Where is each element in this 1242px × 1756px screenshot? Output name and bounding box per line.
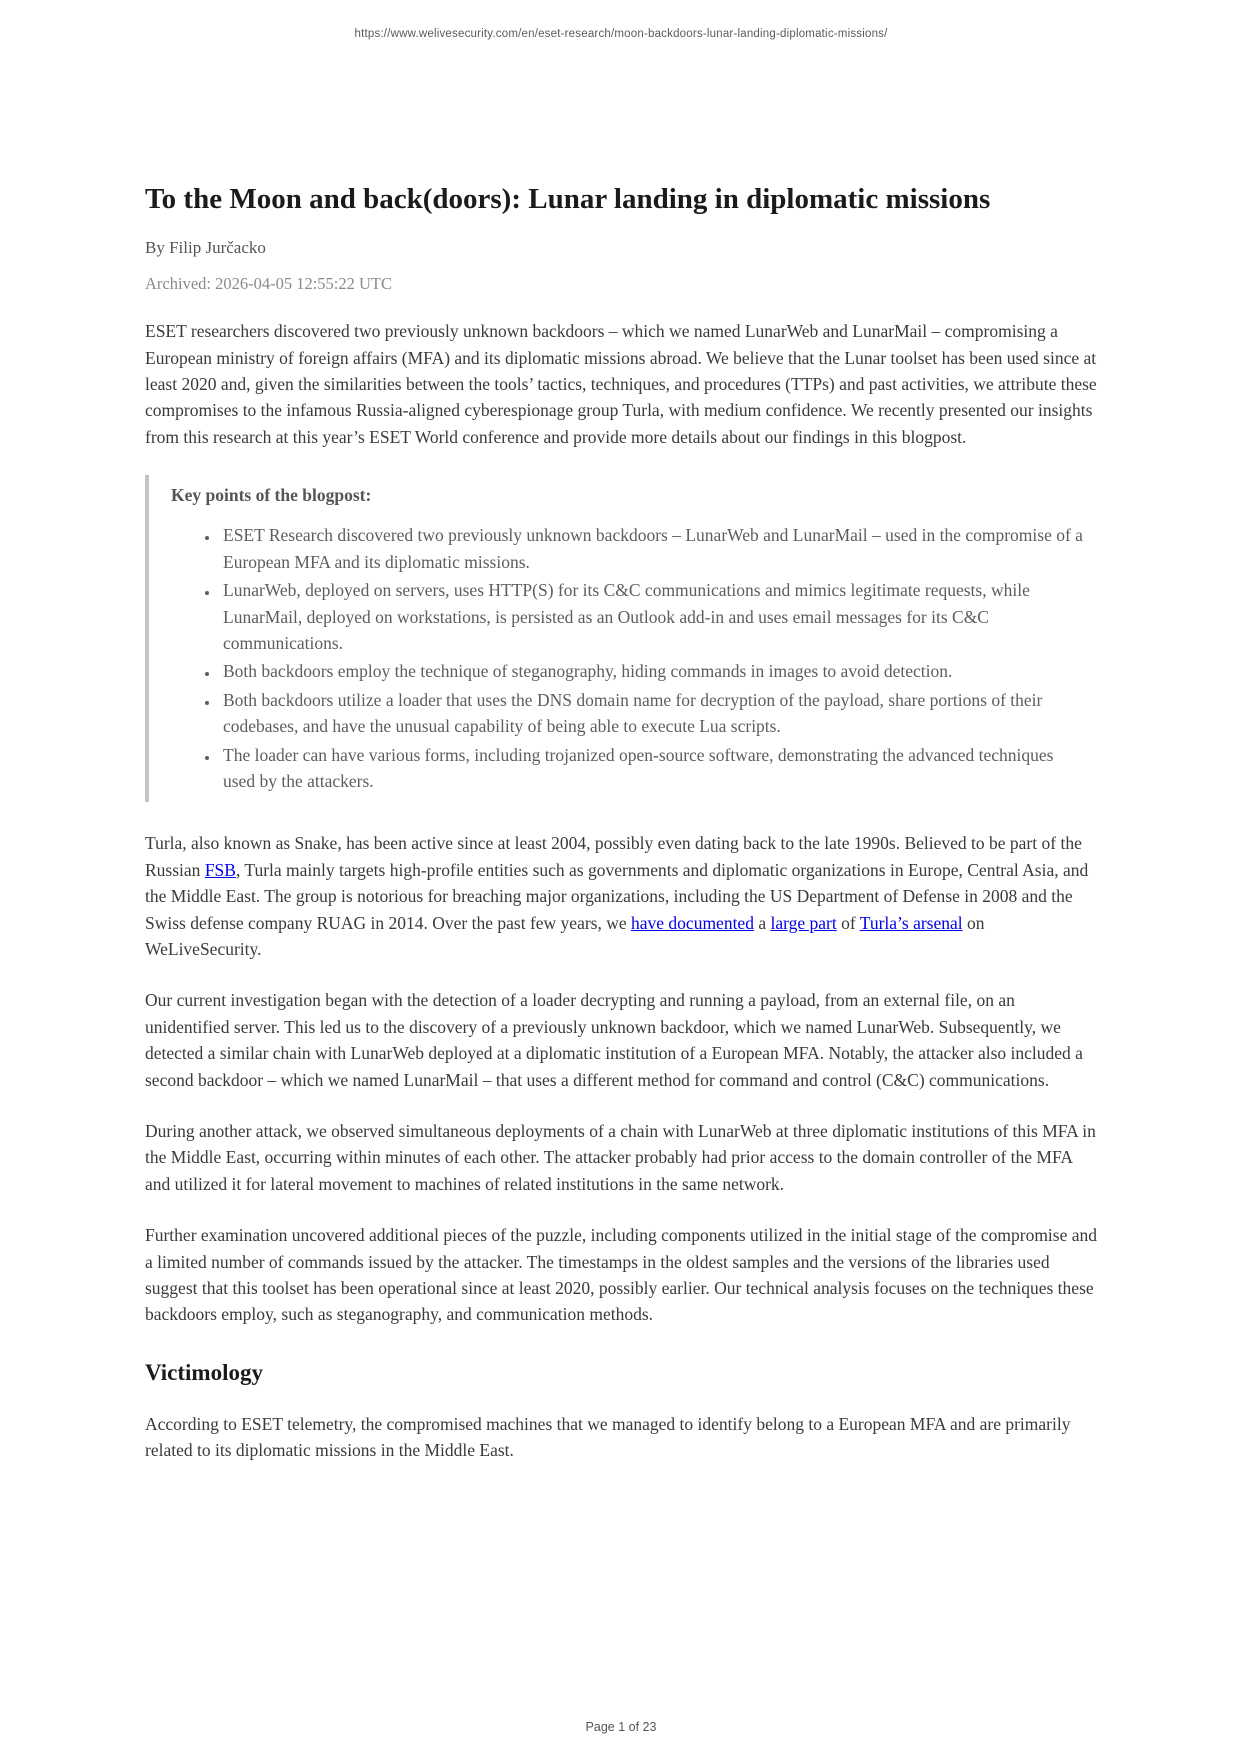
key-point-item: • ESET Research discovered two previously unknown backdoors – LunarWeb and LunarMail – used in the compromise of a European MFA and its diplomatic missions. xyxy=(219,522,1087,575)
key-points-blockquote xyxy=(145,475,1097,802)
key-points-heading: Key points of the blogpost: xyxy=(171,485,372,506)
print-header-url: https://www.welivesecurity.com/en/eset-research/moon-backdoors-lunar-landing-diplomatic-missions/ xyxy=(354,28,888,40)
archived-timestamp: Archived: 2026-04-05 12:55:22 UTC xyxy=(145,274,393,294)
page-title: To the Moon and back(doors): Lunar landing in diplomatic missions xyxy=(145,183,991,215)
link-have-documented[interactable]: have documented xyxy=(631,912,754,933)
paragraph-text: on WeLiveSecurity. xyxy=(145,912,985,959)
paragraph-text: of xyxy=(836,912,860,933)
turla-background-paragraph xyxy=(145,830,1097,962)
key-point-item: • LunarWeb, deployed on servers, uses HTTP(S) for its C&C communications and mimics legitimate requests, while LunarMail, deployed on workstations, is persisted as an Outlook add-in and uses email messages for its C&C communications. xyxy=(219,577,1087,656)
intro-paragraph: ESET researchers discovered two previously unknown backdoors – which we named LunarWeb and LunarMail – compromising a European ministry of foreign affairs (MFA) and its diplomatic missions abroad. We believe that the Lunar toolset has been used since at least 2020 and, given the similarities between the tools’ tactics, techniques, and procedures (TTPs) and past activities, we attribute these compromises to the infamous Russia-aligned cyberespionage group Turla, with medium confidence. We recently presented our insights from this research at this year’s ESET World conference and provide more details about our findings in this blogpost. xyxy=(145,321,1097,447)
further-examination-paragraph: Further examination uncovered additional pieces of the puzzle, including components utilized in the initial stage of the compromise and a limited number of commands issued by the attacker. The timestamps in the oldest samples and the versions of the libraries used suggest that this toolset has been operational since at least 2020, possibly earlier. Our technical analysis focuses on the techniques these backdoors employ, such as steganography, and communication methods. xyxy=(145,1225,1098,1325)
victimology-paragraph: According to ESET telemetry, the compromised machines that we managed to identify belong to a European MFA and are primarily related to its diplomatic missions in the Middle East. xyxy=(145,1413,1071,1461)
link-large-part[interactable]: large part xyxy=(770,912,837,933)
paragraph-text: a xyxy=(753,912,771,933)
investigation-paragraph: Our current investigation began with the detection of a loader decrypting and running a payload, from an external file, on an unidentified server. This led us to the discovery of a previously unknown backdoor, which we named LunarWeb. Subsequently, we detected a similar chain with LunarWeb deployed at a diplomatic institution of a European MFA. Notably, the attacker also included a second backdoor – which we named LunarMail – that uses a different method for command and control (C&C) communications. xyxy=(145,990,1083,1090)
section-heading-victimology: Victimology xyxy=(145,1359,263,1385)
paragraph-text: Turla, also known as Snake, has been active since at least 2004, possibly even dating back to the late 1990s. Believed to be part of the Russian xyxy=(145,833,1082,880)
key-point-item: • The loader can have various forms, including trojanized open-source software, demonstrating the advanced techniques used by the attackers. xyxy=(219,742,1087,795)
article-byline: By Filip Jurčacko xyxy=(145,238,266,258)
paragraph-text: , Turla mainly targets high-profile entities such as governments and diplomatic organizations in Europe, Central Asia, and the Middle East. The group is notorious for breaching major organizations, including the US Department of Defense in 2008 and the Swiss defense company RUAG in 2014. Over the past few years, we xyxy=(145,859,1089,933)
page-number-footer: Page 1 of 23 xyxy=(585,1720,657,1734)
link-turlas-arsenal[interactable]: Turla’s arsenal xyxy=(859,912,963,933)
article-content xyxy=(145,181,1097,1489)
another-attack-paragraph: During another attack, we observed simultaneous deployments of a chain with LunarWeb at three diplomatic institutions of this MFA in the Middle East, occurring within minutes of each other. The attacker probably had prior access to the domain controller of the MFA and utilized it for lateral movement to machines of related institutions in the same network. xyxy=(145,1121,1096,1194)
link-fsb[interactable]: FSB xyxy=(204,859,236,880)
key-points-list xyxy=(171,522,1087,794)
key-point-item: • Both backdoors utilize a loader that uses the DNS domain name for decryption of the payload, share portions of their codebases, and have the unusual capability of being able to execute Lua scripts. xyxy=(219,687,1087,740)
key-point-item: • Both backdoors employ the technique of steganography, hiding commands in images to avoid detection. xyxy=(219,658,1087,684)
